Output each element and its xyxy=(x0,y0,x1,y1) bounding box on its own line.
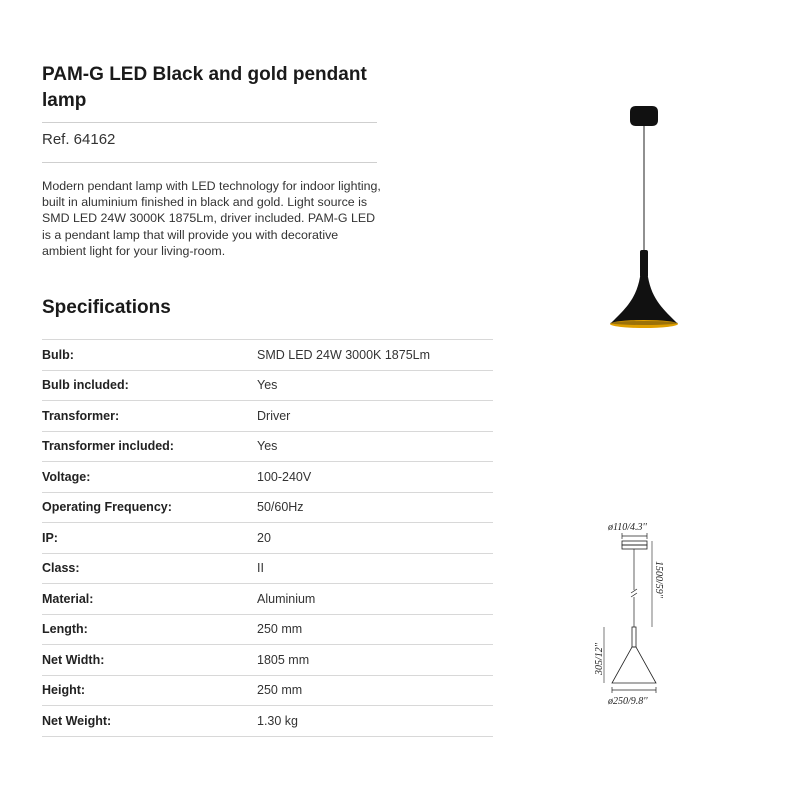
specifications-table xyxy=(42,339,493,737)
dimension-drawing xyxy=(590,515,710,715)
spec-value: 250 mm xyxy=(257,675,493,706)
spec-value: Yes xyxy=(257,431,493,462)
lamp-neck xyxy=(640,250,648,278)
lamp-shade xyxy=(610,277,678,324)
spec-label: Height: xyxy=(42,675,257,706)
product-title: PAM-G LED Black and gold pendant lamp xyxy=(42,64,367,111)
product-description: Modern pendant lamp with LED technology for indoor lighting, built in aluminium finished in black and gold. Light source is SMD LED 24W 3000K 1875Lm, driver included. PAM-G LED is a pendant lamp that will provide you with decorative ambient light for your living-room. xyxy=(42,179,381,258)
spec-value: 250 mm xyxy=(257,614,493,645)
shade-outline xyxy=(612,647,656,683)
spec-value: 1.30 kg xyxy=(257,706,493,737)
spec-row xyxy=(42,401,493,432)
spec-value: Yes xyxy=(257,370,493,401)
spec-label: Class: xyxy=(42,553,257,584)
lamp-height-label: 305/12'' xyxy=(594,642,605,675)
spec-row xyxy=(42,706,493,737)
spec-label: Voltage: xyxy=(42,462,257,493)
spec-label: Transformer included: xyxy=(42,431,257,462)
spec-row xyxy=(42,340,493,371)
spec-label: Bulb included: xyxy=(42,370,257,401)
spec-value: 1805 mm xyxy=(257,645,493,676)
spec-value: II xyxy=(257,553,493,584)
spec-row xyxy=(42,370,493,401)
spec-row xyxy=(42,645,493,676)
spec-row xyxy=(42,675,493,706)
neck-outline xyxy=(632,627,636,647)
spec-row xyxy=(42,584,493,615)
canopy-outline xyxy=(622,541,647,545)
spec-label: Bulb: xyxy=(42,340,257,371)
canopy-shape xyxy=(630,106,658,126)
shade-diameter-label: ø250/9.8'' xyxy=(608,696,648,707)
reference-divider xyxy=(42,162,377,163)
spec-row xyxy=(42,431,493,462)
spec-value: 20 xyxy=(257,523,493,554)
spec-label: Transformer: xyxy=(42,401,257,432)
title-divider xyxy=(42,122,377,123)
spec-label: Material: xyxy=(42,584,257,615)
spec-row xyxy=(42,614,493,645)
spec-value: 50/60Hz xyxy=(257,492,493,523)
product-reference: Ref. 64162 xyxy=(42,131,116,148)
specifications-heading: Specifications xyxy=(42,297,171,318)
spec-label: Length: xyxy=(42,614,257,645)
spec-value: Aluminium xyxy=(257,584,493,615)
spec-row xyxy=(42,492,493,523)
cable-length-label: 1500/59'' xyxy=(653,561,664,599)
canopy-diameter-label: ø110/4.3'' xyxy=(608,522,647,533)
spec-row xyxy=(42,553,493,584)
spec-row xyxy=(42,462,493,493)
spec-value: SMD LED 24W 3000K 1875Lm xyxy=(257,340,493,371)
spec-label: Operating Frequency: xyxy=(42,492,257,523)
spec-label: IP: xyxy=(42,523,257,554)
product-photo xyxy=(600,100,690,340)
spec-value: 100-240V xyxy=(257,462,493,493)
spec-row xyxy=(42,523,493,554)
spec-value: Driver xyxy=(257,401,493,432)
spec-label: Net Weight: xyxy=(42,706,257,737)
spec-label: Net Width: xyxy=(42,645,257,676)
